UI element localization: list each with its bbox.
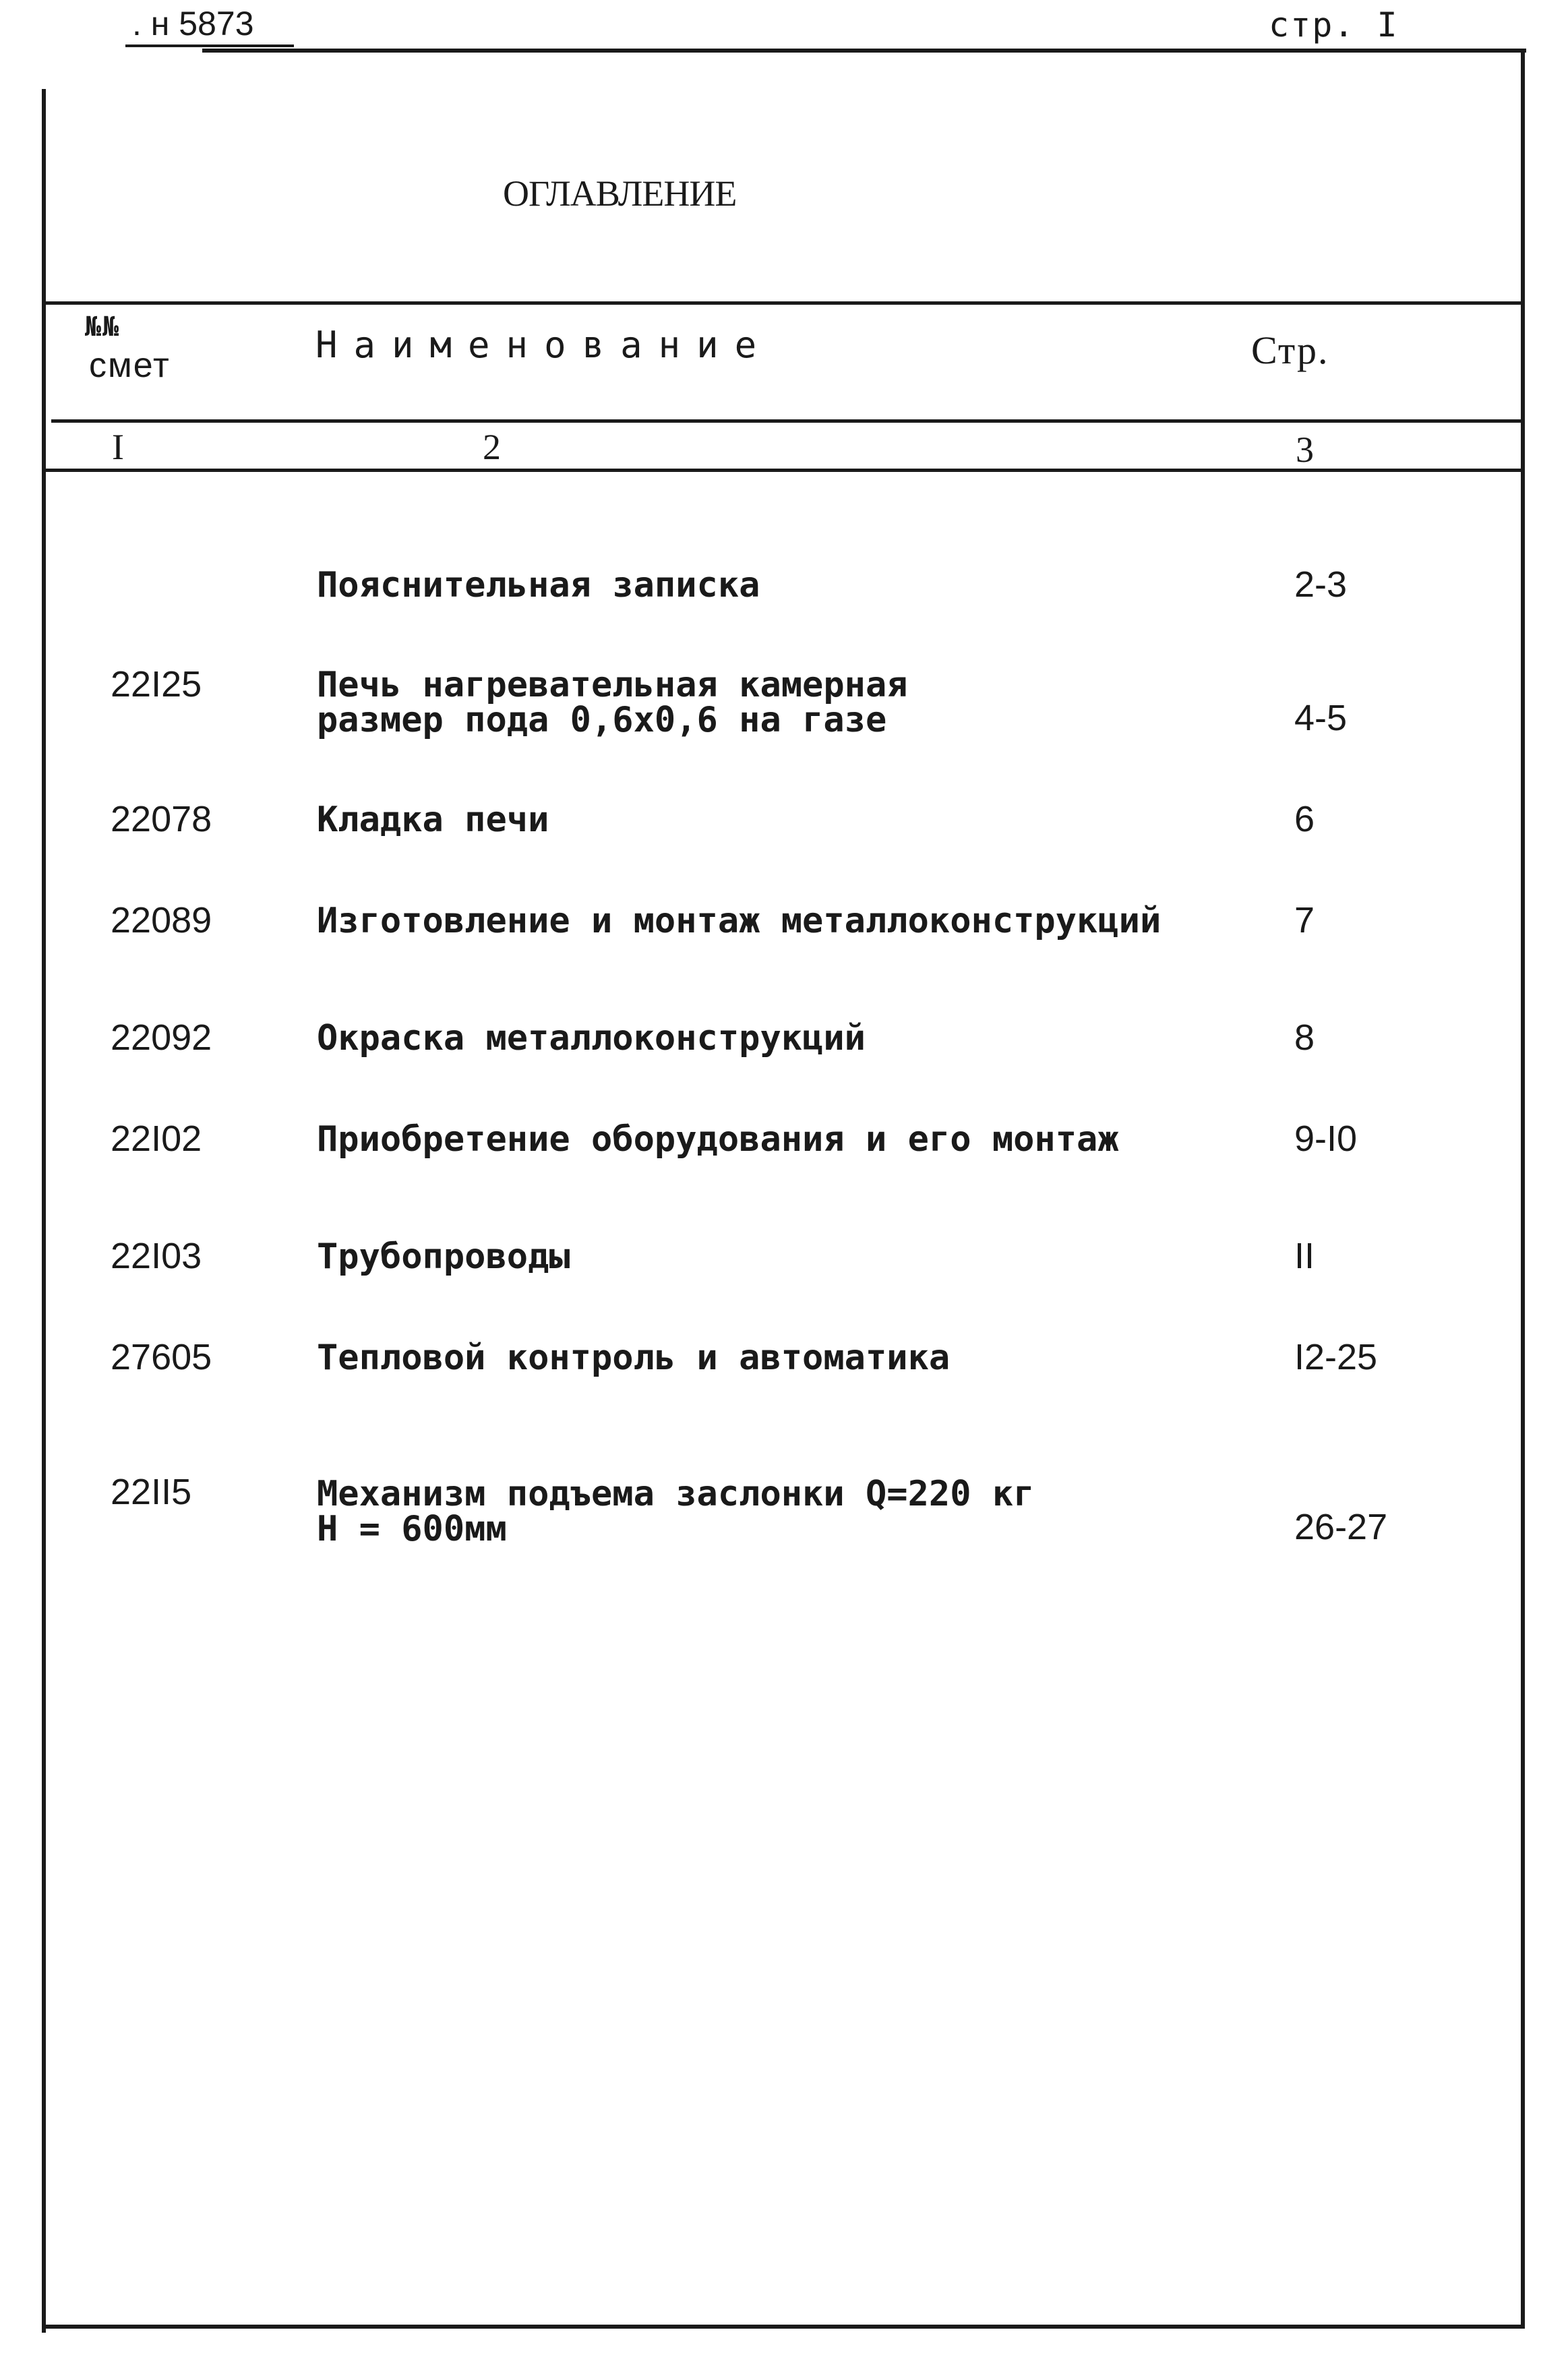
row-page: 26-27 bbox=[1294, 1507, 1388, 1547]
row-estimate-number: 22092 bbox=[111, 1017, 212, 1058]
row-name: Тепловой контроль и автоматика bbox=[317, 1338, 951, 1378]
row-name: Пояснительная записка bbox=[317, 565, 760, 605]
row-name: Изготовление и монтаж металлоконструкций bbox=[317, 901, 1162, 941]
row-name: Трубопроводы bbox=[317, 1236, 570, 1277]
table-header-top-rule bbox=[44, 301, 1525, 305]
row-name: Кладка печи bbox=[317, 800, 549, 840]
row-page: 8 bbox=[1294, 1017, 1315, 1058]
column-head-page: Стр. bbox=[1251, 328, 1329, 372]
frame-bottom bbox=[44, 2325, 1525, 2329]
row-estimate-number: 22I03 bbox=[111, 1236, 202, 1276]
row-page: 9-I0 bbox=[1294, 1118, 1358, 1159]
document-code: . н 5873 bbox=[132, 5, 254, 42]
row-page: 4-5 bbox=[1294, 698, 1348, 738]
column-head-number-top: №№ bbox=[85, 311, 121, 342]
column-number-1: I bbox=[112, 427, 124, 467]
column-number-3: 3 bbox=[1296, 429, 1314, 470]
column-head-name: Наименование bbox=[315, 324, 773, 366]
row-page: I2-25 bbox=[1294, 1337, 1378, 1377]
row-name: Окраска металлоконструкций bbox=[317, 1018, 866, 1058]
row-estimate-number: 27605 bbox=[111, 1337, 212, 1377]
column-head-number-bottom: смет bbox=[89, 346, 171, 385]
row-estimate-number: 22I02 bbox=[111, 1118, 202, 1159]
row-name: Механизм подъема заслонки Q=220 кг Н = 600мм bbox=[317, 1474, 1035, 1549]
row-estimate-number: 22078 bbox=[111, 799, 212, 839]
row-page: 2-3 bbox=[1294, 564, 1348, 605]
row-estimate-number: 22II5 bbox=[111, 1472, 192, 1512]
header-underline bbox=[125, 44, 294, 47]
row-page: II bbox=[1294, 1236, 1315, 1276]
row-page: 7 bbox=[1294, 900, 1315, 940]
row-page: 6 bbox=[1294, 799, 1315, 839]
row-name: Печь нагревательная камерная размер пода 0,6х0,6 на газе bbox=[317, 665, 908, 740]
row-estimate-number: 22I25 bbox=[111, 664, 202, 705]
column-number-2: 2 bbox=[483, 427, 501, 467]
frame-top bbox=[202, 49, 1526, 53]
page-title: ОГЛАВЛЕНИЕ bbox=[503, 173, 737, 214]
row-estimate-number: 22089 bbox=[111, 900, 212, 940]
frame-right bbox=[1521, 50, 1525, 2329]
row-name: Приобретение оборудования и его монтаж bbox=[317, 1119, 1119, 1160]
table-header-mid-rule bbox=[51, 419, 1525, 423]
frame-left bbox=[42, 89, 46, 2333]
page-number: стр. I bbox=[1269, 5, 1399, 44]
